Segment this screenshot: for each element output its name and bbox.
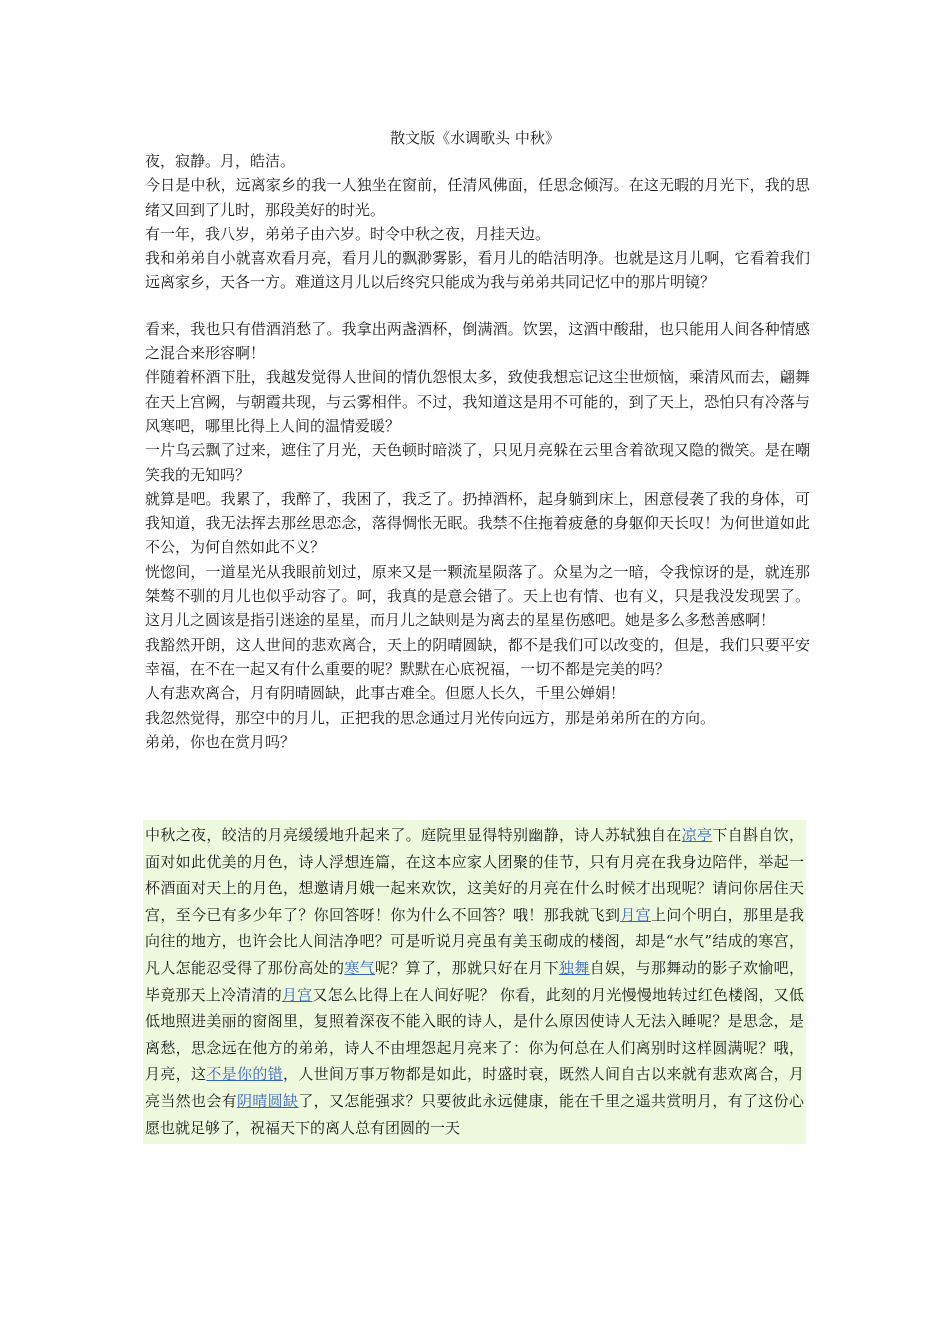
- link-liangting[interactable]: 凉亭: [681, 826, 713, 844]
- paragraph: 今日是中秋，远离家乡的我一人独坐在窗前，任清风佛面，任思念倾泻。在这无暇的月光下，我的思绪又回到了儿时，那段美好的时光。: [145, 176, 810, 219]
- link-yinqing-yuanque[interactable]: 阴晴圆缺: [237, 1091, 299, 1110]
- paragraph: 我忽然觉得，那空中的月儿，正把我的思念通过月光传向远方，那是弟弟所在的方向。: [145, 708, 716, 727]
- link-hanqi[interactable]: 寒气: [344, 958, 375, 977]
- paragraph: 恍惚间，一道星光从我眼前划过，原来又是一颗流星陨落了。众星为之一暗，令我惊讶的是，就连那桀骜不驯的月儿也似乎动容了。呵，我真的是意会错了。天上也有情、也有义，只是我没发现罢了。这月儿之圆该是指引迷途的星星，而月儿之缺则是为离去的星星伤感吧。她是多么多愁善感啊！: [145, 562, 810, 630]
- paragraph: 人有悲欢离合，月有阴晴圆缺，此事古难全。但愿人长久，千里公婵娟！: [145, 684, 626, 703]
- paragraph: 弟弟，你也在赏月吗？: [145, 732, 296, 751]
- paragraph: 看来，我也只有借酒消愁了。我拿出两盏酒杯，倒满酒。饮罢，这酒中酸甜，也只能用人间各种情感之混合来形容啊！: [145, 319, 810, 363]
- paragraph: 有一年，我八岁，弟弟子由六岁。时令中秋之夜，月挂天边。: [145, 224, 551, 243]
- summary-text: 上问个明白，那里是我向往的地方，也许会比人间洁净吧？可是听说月亮虽有美玉砌成的楼阁，却是“水气”结成的寒宫，凡人怎能忍受得了那份高处的: [145, 905, 804, 977]
- paragraph: 我和弟弟自小就喜欢看月亮，看月儿的飘渺雾影，看月儿的皓洁明净。也就是这月儿啊，它看着我们远离家乡，天各一方。难道这月儿以后终究只能成为我与弟弟共同记忆中的那片明镜？: [145, 249, 810, 292]
- document-title: 散文版《水调歌头 中秋》: [390, 129, 560, 147]
- paragraph: 我豁然开朗，这人世间的悲欢离合，天上的阴晴圆缺，都不是我们可以改变的，但是，我们只要平安幸福，在不在一起又有什么重要的呢？默默在心底祝福，一切不都是完美的吗？: [145, 635, 810, 678]
- highlighted-summary-box: [143, 820, 806, 1144]
- summary-text: 中秋之夜，皎洁的月亮缓缓地升起来了。庭院里显得特别幽静，诗人苏轼独自在: [145, 826, 682, 844]
- summary-text: ，人世间万事万物都是如此，时盛时衰，既然人间自古以来就有悲欢离合，月亮当然也会有: [145, 1065, 804, 1110]
- summary-paragraph: [143, 820, 806, 1141]
- link-bushinide-cuo[interactable]: 不是你的错: [206, 1065, 284, 1084]
- paragraph: 就算是吧。我累了，我醉了，我困了，我乏了。扔掉酒杯，起身躺到床上，困意侵袭了我的身体，可我知道，我无法挥去那丝思恋念，落得惆怅无眠。我禁不住拖着疲惫的身躯仰天长叹！为何世道如此不公，为何自然如此不义？: [145, 489, 810, 557]
- summary-text: 下自斟自饮，面对如此优美的月色，诗人浮想连篇，在这本应家人团聚的佳节，只有月亮在我身边陪伴，举起一杯酒面对天上的月色，想邀请月娥一起来欢饮，这美好的月亮在什么时候才出现呢？请问你居住天宫，至今已有多少年了？你回答呀！你为什么不回答？哦！那我就飞到: [145, 826, 804, 924]
- link-yuegong[interactable]: 月宫: [620, 905, 651, 924]
- summary-text: 了，又怎能强求？只要彼此永远健康，能在千里之遥共赏明月，有了这份心愿也就足够了，祝福天下的离人总有团圆的一天: [145, 1091, 804, 1137]
- paragraph: 夜，寂静。月，皓洁。: [145, 152, 296, 170]
- summary-text: 自娱，与那舞动的影子欢愉吧，毕竟那天上冷清清的: [145, 958, 804, 1004]
- link-yuegong-2[interactable]: 月宫: [281, 985, 313, 1004]
- paragraph: 一片乌云飘了过来，遮住了月光，天色顿时暗淡了，只见月亮躲在云里含着欲现又隐的微笑。是在嘲笑我的无知吗？: [145, 441, 810, 484]
- blank-line: [145, 295, 810, 317]
- summary-text: 又怎么比得上在人间好呢？ 你看，此刻的月光慢慢地转过红色楼阁，又低低地照进美丽的窗阁里，复照着深夜不能入眠的诗人，是什么原因使诗人无法入睡呢？是思念，是离愁，思念远在他方的弟弟，诗人不由埋怨起月亮来了：你为何总在人们离别时这样圆满呢？哦，月亮，这: [145, 985, 804, 1084]
- link-duwu[interactable]: 独舞: [558, 958, 590, 977]
- summary-text: 呢？算了，那就只好在月下: [374, 958, 559, 977]
- paragraph: 伴随着杯酒下肚，我越发觉得人世间的情仇怨恨太多，致使我想忘记这尘世烦恼，乘清风而去，翩舞在天上宫阙，与朝霞共现，与云雾相伴。不过，我知道这是用不可能的，到了天上，恐怕只有冷落与风寒吧，哪里比得上人间的温情爱暖？: [145, 368, 810, 435]
- essay-body: [145, 149, 810, 754]
